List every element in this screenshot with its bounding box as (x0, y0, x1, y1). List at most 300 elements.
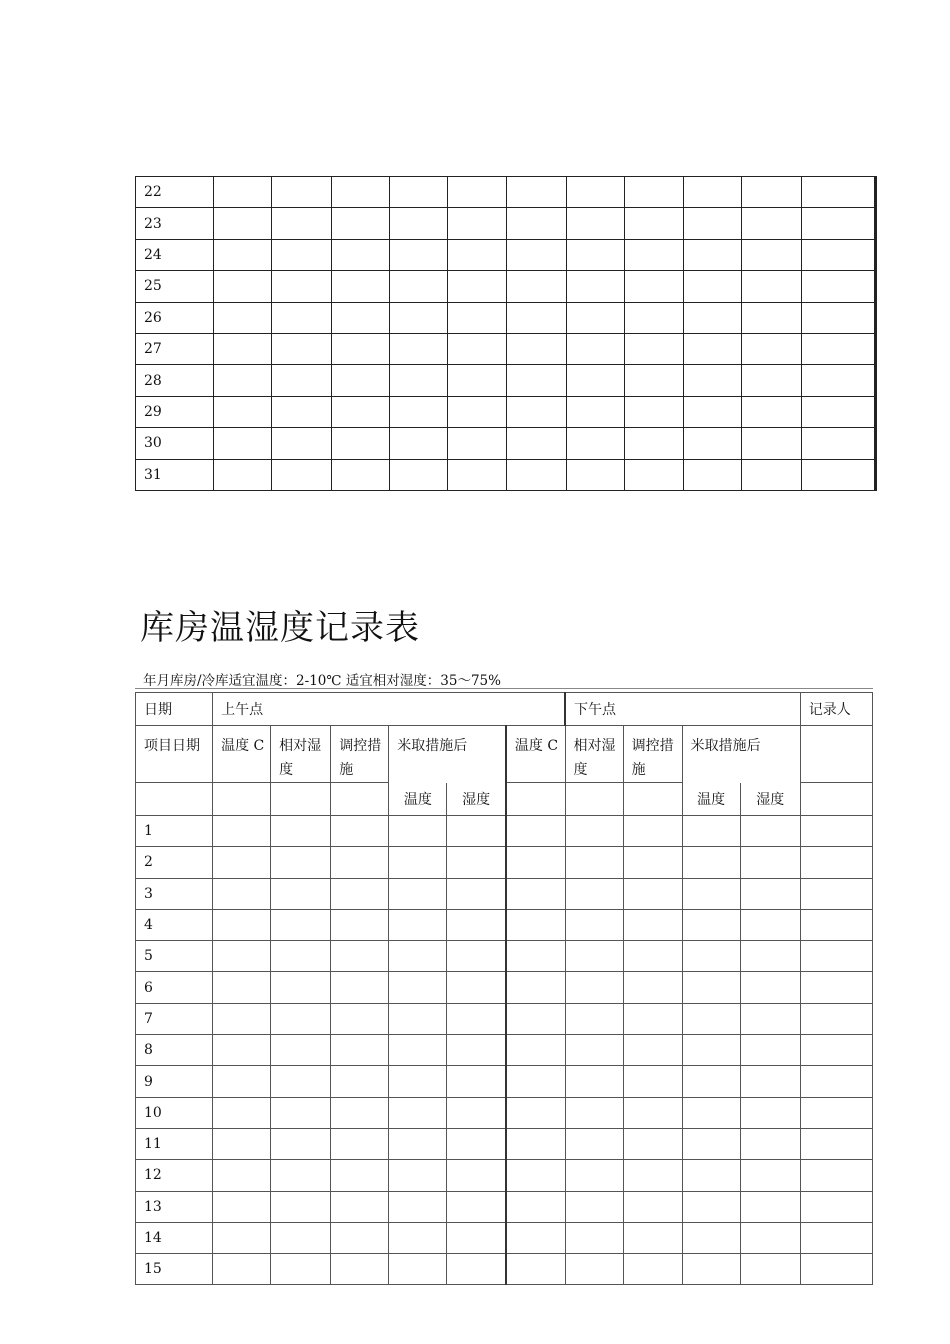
table-row (136, 909, 873, 940)
blank-cell (389, 847, 447, 878)
blank-cell (682, 1191, 740, 1222)
table-row (136, 1066, 873, 1097)
blank-cell (742, 208, 802, 239)
blank-cell (567, 177, 625, 208)
blank-cell (390, 208, 448, 239)
blank-cell (802, 428, 876, 459)
day-cell: 22 (136, 177, 214, 208)
blank-cell (448, 428, 507, 459)
day-cell: 29 (136, 396, 214, 427)
blank-cell (800, 1222, 872, 1253)
blank-cell (331, 1097, 389, 1128)
page-title: 库房温湿度记录表 (140, 608, 420, 648)
blank-cell (389, 1066, 447, 1097)
table-row (136, 1160, 873, 1191)
blank-cell (213, 1222, 271, 1253)
day-cell: 10 (136, 1097, 213, 1128)
blank-cell (800, 816, 872, 847)
blank-cell (507, 271, 567, 302)
blank-cell (331, 783, 389, 816)
blank-cell (390, 459, 448, 490)
blank-cell (331, 1035, 389, 1066)
blank-cell (213, 941, 271, 972)
blank-cell (800, 878, 872, 909)
blank-cell (271, 909, 331, 940)
blank-cell (567, 208, 625, 239)
header-am-after-humidity: 湿度 (447, 783, 506, 816)
divider (135, 688, 873, 689)
blank-cell (447, 1254, 506, 1285)
blank-cell (684, 239, 742, 270)
blank-cell (802, 208, 876, 239)
blank-cell (506, 941, 565, 972)
blank-cell (271, 1254, 331, 1285)
blank-cell (800, 1003, 872, 1034)
blank-cell (447, 1128, 506, 1159)
blank-cell (447, 1222, 506, 1253)
blank-cell (506, 1128, 565, 1159)
blank-cell (447, 847, 506, 878)
table-row (136, 396, 876, 427)
blank-cell (623, 1003, 682, 1034)
blank-cell (625, 333, 684, 364)
header-am-after: 米取措施后 (389, 726, 506, 783)
blank-cell (682, 1160, 740, 1191)
blank-cell (742, 239, 802, 270)
blank-cell (271, 1066, 331, 1097)
blank-cell (389, 1003, 447, 1034)
blank-cell (740, 1222, 800, 1253)
blank-cell (623, 1066, 682, 1097)
blank-cell (389, 1097, 447, 1128)
blank-cell (742, 396, 802, 427)
blank-cell (507, 208, 567, 239)
blank-cell (682, 972, 740, 1003)
blank-cell (740, 909, 800, 940)
blank-cell (565, 1160, 623, 1191)
blank-cell (682, 847, 740, 878)
blank-cell (271, 1035, 331, 1066)
blank-cell (213, 1191, 271, 1222)
blank-cell (389, 816, 447, 847)
blank-cell (742, 177, 802, 208)
table-row (136, 1191, 873, 1222)
day-cell: 14 (136, 1222, 213, 1253)
blank-cell (447, 972, 506, 1003)
blank-cell (332, 459, 390, 490)
blank-cell (331, 1128, 389, 1159)
blank-cell (331, 1191, 389, 1222)
blank-cell (271, 1003, 331, 1034)
table-row (136, 1128, 873, 1159)
blank-cell (389, 878, 447, 909)
blank-cell (272, 428, 332, 459)
blank-cell (506, 909, 565, 940)
blank-cell (447, 1160, 506, 1191)
blank-cell (271, 1160, 331, 1191)
day-cell: 25 (136, 271, 214, 302)
blank-cell (682, 878, 740, 909)
blank-cell (272, 365, 332, 396)
blank-cell (506, 1160, 565, 1191)
blank-cell (625, 365, 684, 396)
blank-cell (447, 909, 506, 940)
blank-cell (506, 878, 565, 909)
blank-cell (567, 428, 625, 459)
blank-cell (332, 302, 390, 333)
day-cell: 4 (136, 909, 213, 940)
blank-cell (623, 1222, 682, 1253)
table-row (136, 428, 876, 459)
blank-cell (331, 1066, 389, 1097)
header-am-control: 调控措施 (331, 726, 389, 783)
blank-cell (272, 208, 332, 239)
blank-cell (800, 1191, 872, 1222)
blank-cell (213, 909, 271, 940)
table-row (136, 459, 876, 490)
blank-cell (800, 972, 872, 1003)
day-cell: 31 (136, 459, 214, 490)
blank-cell (213, 783, 271, 816)
blank-cell (506, 847, 565, 878)
blank-cell (271, 783, 331, 816)
blank-cell (332, 365, 390, 396)
blank-cell (136, 783, 213, 816)
temperature-humidity-log-table (135, 692, 873, 1285)
blank-cell (565, 909, 623, 940)
day-cell: 2 (136, 847, 213, 878)
blank-cell (332, 396, 390, 427)
header-date: 日期 (136, 693, 213, 726)
blank-cell (331, 1003, 389, 1034)
blank-cell (331, 878, 389, 909)
blank-cell (565, 878, 623, 909)
blank-cell (740, 878, 800, 909)
blank-cell (506, 1254, 565, 1285)
blank-cell (684, 428, 742, 459)
blank-cell (565, 1003, 623, 1034)
blank-cell (565, 1097, 623, 1128)
table-row (136, 941, 873, 972)
blank-cell (623, 1035, 682, 1066)
blank-cell (682, 1097, 740, 1128)
blank-cell (332, 177, 390, 208)
table-subtitle: 年月库房/冷库适宜温度：2-10℃ 适宜相对湿度：35～75% (143, 673, 501, 689)
blank-cell (565, 941, 623, 972)
blank-cell (740, 1191, 800, 1222)
blank-cell (448, 239, 507, 270)
blank-cell (800, 1128, 872, 1159)
blank-cell (682, 816, 740, 847)
blank-cell (565, 1254, 623, 1285)
blank-cell (742, 428, 802, 459)
blank-cell (623, 1191, 682, 1222)
table-row (136, 302, 876, 333)
blank-cell (213, 1128, 271, 1159)
day-cell: 9 (136, 1066, 213, 1097)
blank-cell (389, 1035, 447, 1066)
header-am-rh: 相对湿度 (271, 726, 331, 783)
blank-cell (390, 333, 448, 364)
blank-cell (507, 239, 567, 270)
blank-cell (213, 878, 271, 909)
blank-cell (625, 239, 684, 270)
blank-cell (565, 972, 623, 1003)
blank-cell (623, 972, 682, 1003)
blank-cell (271, 1222, 331, 1253)
blank-cell (390, 239, 448, 270)
blank-cell (684, 459, 742, 490)
header-pm-temp: 温度 C (506, 726, 565, 783)
blank-cell (213, 1066, 271, 1097)
blank-cell (332, 428, 390, 459)
header-pm-after-temp: 温度 (682, 783, 740, 816)
blank-cell (213, 1035, 271, 1066)
blank-cell (684, 271, 742, 302)
log-table-continued (135, 176, 877, 491)
blank-cell (213, 1160, 271, 1191)
blank-cell (447, 1003, 506, 1034)
blank-cell (213, 1097, 271, 1128)
blank-cell (623, 909, 682, 940)
blank-cell (625, 208, 684, 239)
blank-cell (271, 1097, 331, 1128)
blank-cell (565, 1191, 623, 1222)
blank-cell (740, 1097, 800, 1128)
blank-cell (506, 1035, 565, 1066)
blank-cell (332, 239, 390, 270)
day-cell: 26 (136, 302, 214, 333)
blank-cell (213, 1254, 271, 1285)
day-cell: 6 (136, 972, 213, 1003)
blank-cell (331, 941, 389, 972)
blank-cell (740, 1066, 800, 1097)
header-pm: 下午点 (565, 693, 800, 726)
day-cell: 23 (136, 208, 214, 239)
blank-cell (682, 1254, 740, 1285)
blank-cell (506, 816, 565, 847)
blank-cell (331, 1222, 389, 1253)
blank-cell (800, 1066, 872, 1097)
blank-cell (213, 1003, 271, 1034)
day-cell: 15 (136, 1254, 213, 1285)
day-cell: 24 (136, 239, 214, 270)
blank-cell (331, 816, 389, 847)
blank-cell (506, 1097, 565, 1128)
blank-cell (567, 459, 625, 490)
blank-cell (447, 878, 506, 909)
blank-cell (800, 909, 872, 940)
blank-cell (389, 909, 447, 940)
blank-cell (682, 1066, 740, 1097)
blank-cell (214, 239, 272, 270)
blank-cell (390, 177, 448, 208)
blank-cell (507, 459, 567, 490)
blank-cell (800, 1254, 872, 1285)
blank-cell (742, 365, 802, 396)
blank-cell (447, 1035, 506, 1066)
blank-cell (507, 302, 567, 333)
table-row (136, 271, 876, 302)
blank-cell (213, 847, 271, 878)
blank-cell (740, 1160, 800, 1191)
blank-cell (625, 271, 684, 302)
day-cell: 5 (136, 941, 213, 972)
blank-cell (506, 1066, 565, 1097)
blank-cell (214, 459, 272, 490)
blank-cell (389, 1191, 447, 1222)
blank-cell (684, 365, 742, 396)
header-recorder-blank (800, 726, 872, 783)
header-am-temp: 温度 C (213, 726, 271, 783)
blank-cell (506, 1003, 565, 1034)
blank-cell (802, 177, 876, 208)
day-cell: 27 (136, 333, 214, 364)
blank-cell (271, 816, 331, 847)
blank-cell (506, 972, 565, 1003)
blank-cell (625, 177, 684, 208)
blank-cell (740, 1254, 800, 1285)
blank-cell (448, 177, 507, 208)
blank-cell (332, 333, 390, 364)
blank-cell (390, 428, 448, 459)
blank-cell (565, 1128, 623, 1159)
blank-cell (567, 239, 625, 270)
blank-cell (447, 1097, 506, 1128)
blank-cell (625, 428, 684, 459)
blank-cell (448, 396, 507, 427)
blank-cell (272, 333, 332, 364)
header-pm-after-humidity: 湿度 (740, 783, 800, 816)
blank-cell (272, 459, 332, 490)
blank-cell (447, 1066, 506, 1097)
blank-cell (623, 816, 682, 847)
blank-cell (682, 941, 740, 972)
blank-cell (331, 909, 389, 940)
blank-cell (565, 1035, 623, 1066)
blank-cell (506, 783, 565, 816)
table-row (136, 208, 876, 239)
blank-cell (565, 816, 623, 847)
blank-cell (802, 239, 876, 270)
blank-cell (682, 1222, 740, 1253)
blank-cell (331, 972, 389, 1003)
blank-cell (800, 847, 872, 878)
blank-cell (272, 302, 332, 333)
blank-cell (623, 878, 682, 909)
blank-cell (389, 1254, 447, 1285)
blank-cell (389, 972, 447, 1003)
blank-cell (802, 302, 876, 333)
table-row (136, 1097, 873, 1128)
blank-cell (507, 365, 567, 396)
blank-cell (331, 847, 389, 878)
blank-cell (800, 1035, 872, 1066)
blank-cell (213, 972, 271, 1003)
blank-cell (800, 1097, 872, 1128)
blank-cell (682, 1035, 740, 1066)
table-row (136, 365, 876, 396)
blank-cell (507, 177, 567, 208)
blank-cell (214, 302, 272, 333)
blank-cell (448, 365, 507, 396)
blank-cell (272, 396, 332, 427)
blank-cell (565, 1222, 623, 1253)
blank-cell (448, 333, 507, 364)
blank-cell (625, 302, 684, 333)
blank-cell (271, 878, 331, 909)
blank-cell (272, 177, 332, 208)
blank-cell (389, 1160, 447, 1191)
blank-cell (214, 365, 272, 396)
table-row (136, 972, 873, 1003)
day-cell: 8 (136, 1035, 213, 1066)
blank-cell (623, 1254, 682, 1285)
blank-cell (390, 271, 448, 302)
blank-cell (448, 208, 507, 239)
blank-cell (740, 847, 800, 878)
blank-cell (565, 783, 623, 816)
day-cell: 30 (136, 428, 214, 459)
header-pm-after: 米取措施后 (682, 726, 800, 783)
blank-cell (800, 783, 872, 816)
blank-cell (800, 941, 872, 972)
blank-cell (623, 941, 682, 972)
blank-cell (213, 816, 271, 847)
blank-cell (214, 333, 272, 364)
blank-cell (271, 972, 331, 1003)
header-pm-control: 调控措施 (623, 726, 682, 783)
day-cell: 1 (136, 816, 213, 847)
blank-cell (623, 783, 682, 816)
blank-cell (506, 1191, 565, 1222)
blank-cell (507, 333, 567, 364)
blank-cell (742, 333, 802, 364)
blank-cell (623, 1160, 682, 1191)
day-cell: 7 (136, 1003, 213, 1034)
table-row (136, 239, 876, 270)
blank-cell (740, 1003, 800, 1034)
blank-cell (271, 847, 331, 878)
blank-cell (447, 816, 506, 847)
blank-cell (684, 208, 742, 239)
blank-cell (740, 941, 800, 972)
blank-cell (740, 972, 800, 1003)
blank-cell (565, 847, 623, 878)
blank-cell (332, 271, 390, 302)
blank-cell (567, 271, 625, 302)
table-row (136, 1035, 873, 1066)
blank-cell (567, 396, 625, 427)
blank-cell (506, 1222, 565, 1253)
blank-cell (802, 459, 876, 490)
blank-cell (390, 365, 448, 396)
blank-cell (802, 271, 876, 302)
blank-cell (625, 396, 684, 427)
blank-cell (567, 365, 625, 396)
blank-cell (623, 1097, 682, 1128)
blank-cell (682, 909, 740, 940)
blank-cell (742, 302, 802, 333)
blank-cell (214, 428, 272, 459)
blank-cell (682, 1003, 740, 1034)
table-row (136, 1254, 873, 1285)
blank-cell (567, 333, 625, 364)
table-row (136, 816, 873, 847)
blank-cell (625, 459, 684, 490)
blank-cell (448, 302, 507, 333)
blank-cell (802, 396, 876, 427)
